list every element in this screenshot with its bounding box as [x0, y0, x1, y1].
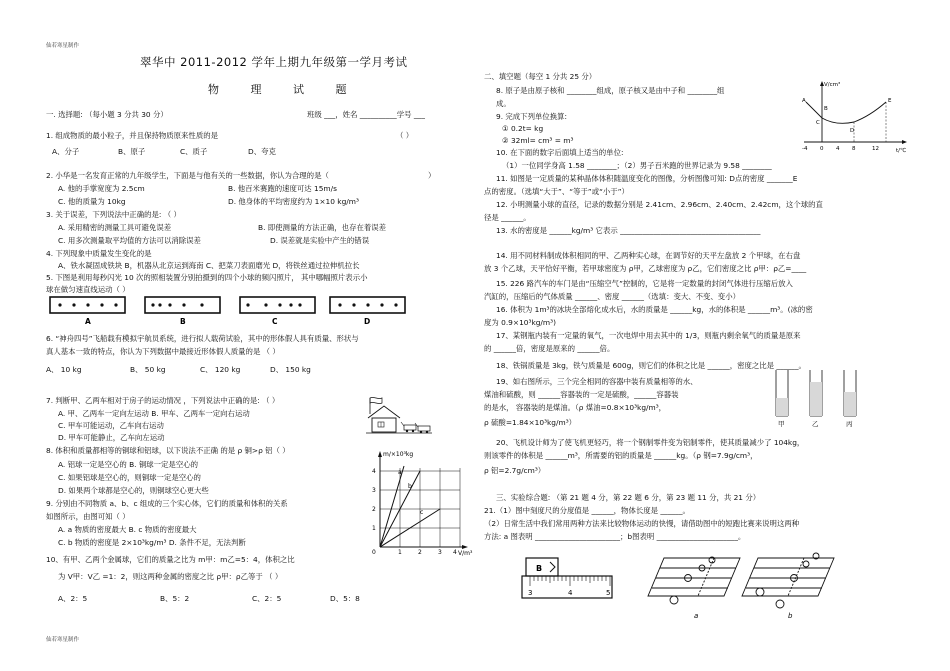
r-q20-text-2: 则该零件的体积是 ______m³，所需要的铝的质量是 ______kg。（ρ 钢=7.9g/cm³，	[484, 451, 758, 460]
r-q12-text: 12. 小明测量小球的直径，记录的数据分别是 2.41cm、2.96cm、2.40cm、2.42cm，这个球的直	[496, 200, 823, 209]
runner-icons	[670, 553, 819, 608]
ruler-tick-4: 4	[568, 589, 573, 597]
q5-text: 5. 下图是利用每秒闪光 10 次的照相装置分别拍摄到的四个小球的频闪照片， 其中哪幅照片表示小	[46, 273, 368, 282]
q10-option-c: C、2：5	[252, 594, 282, 603]
ruler-tick-5: 5	[606, 589, 611, 597]
vt-point-a: A	[802, 98, 806, 104]
q3-option-b: B. 即使测量的方法正确，也存在着误差	[258, 223, 387, 232]
vt-xlabel: t/℃	[896, 148, 907, 154]
vt-tick-neg4: -4	[802, 146, 808, 152]
vt-point-e: E	[888, 98, 892, 104]
r-q19-text: 19、如右图所示，三个完全相同的容器中装有质量相等的水、	[496, 377, 698, 386]
r-q10-text: 10. 在下面的数字后面填上适当的单位:	[496, 148, 624, 157]
series-label-a: a	[398, 469, 402, 476]
q6-text: 6. “神舟四号”飞船载有模拟宇航员系统，进行拟人载荷试验，其中的形体假人具有质量、形状与	[46, 334, 359, 343]
volume-temperature-graph	[800, 80, 910, 156]
arrow-right-icon	[550, 562, 555, 572]
q4-text: 4. 下列现象中质量发生变化的是	[46, 249, 152, 258]
race-label-b: b	[788, 612, 793, 620]
section-3-heading: 三、实验综合题: （第 21 题 4 分，第 22 题 6 分，第 23 题 11 分，共 21 分）	[496, 493, 761, 502]
q9-option-cd: C. b 物质的密度是 2×10³kg/m³ D. 条件不足，无法判断	[58, 538, 246, 547]
mass-volume-graph	[358, 448, 473, 557]
cylinder-label-yi: 乙	[812, 420, 819, 428]
strobe-label-b: B	[180, 317, 186, 326]
q10-option-a: A、2：5	[58, 594, 88, 603]
r-q13-text: 13. 水的密度是 ______kg/m³ 它表示 ______________________________________	[496, 226, 761, 235]
r-q11-text: 11. 如图是一定质量的某种晶体体积随温度变化的图像，分析图像可知: D点的密度 _______E	[496, 174, 798, 183]
race-label-a: a	[694, 612, 699, 620]
q2-option-d: D. 他身体的平均密度约为 1×10 kg/m³	[228, 197, 359, 206]
strobe-photo-d	[330, 297, 405, 313]
r-q9-text: 9. 完成下列单位换算:	[496, 112, 568, 121]
q2-option-a: A. 他的手掌宽度为 2.5cm	[58, 184, 145, 193]
q1-paren: （ ）	[396, 131, 414, 140]
car-jia-icon	[404, 425, 416, 430]
q3-text: 3. 关于误差，下列说法中正确的是: （ ）	[46, 210, 181, 219]
vt-tick-8: 8	[852, 146, 856, 152]
strobe-photos-figure	[50, 297, 410, 325]
series-label-b: b	[408, 483, 412, 490]
y-tick-4: 4	[372, 468, 376, 475]
y-tick-1: 1	[372, 525, 376, 532]
strobe-label-a: A	[85, 317, 91, 326]
race-track-figure	[654, 548, 844, 622]
x-tick-3: 3	[438, 549, 442, 556]
q6-text-2: 真人基本一致的特点，你认为下列数据中最接近形体假人质量的是 （ ）	[46, 347, 280, 356]
vt-ylabel: V/cm³	[824, 82, 841, 88]
r-q20-text: 20、飞机设计师为了使飞机更轻巧，将一个钢制零件变为铝制零件，使其质量减少了 104kg，	[496, 438, 805, 447]
r-q8-text-2: 成。	[496, 99, 511, 108]
strobe-photo-a	[50, 297, 125, 313]
x-tick-4: 4	[453, 549, 457, 556]
cylinder-bing	[844, 370, 856, 416]
ruler-body	[522, 576, 612, 598]
q6-option-c: C、 120 kg	[200, 365, 241, 374]
q8-option-ab: A. 铝球一定是空心的 B. 铜球一定是空心的	[58, 460, 198, 469]
q9-text-2: 如图所示，由图可知（ ）	[46, 512, 130, 521]
r-q16-text-2: 度为 0.9×10³kg/m³)	[484, 318, 556, 327]
strobe-photo-b	[145, 297, 220, 313]
y-tick-3: 3	[372, 487, 376, 494]
r-q21-text-3: 方法: a 图表明 _______________________；b图表明 ______________________。	[484, 532, 746, 541]
q9-text: 9. 分别由不同物质 a、b、c 组成的三个实心体，它们的质量和体积的关系	[46, 499, 288, 508]
race-track-a	[648, 558, 740, 596]
q7-text: 7. 判断甲、乙两车相对于房子的运动情况 ，下列说法中正确的是: （ ）	[46, 396, 280, 405]
r-q15-text: 15. 226 路汽车的车门是由“压缩空气”控制的，它是将一定数量的封闭气体进行压缩后放入	[496, 279, 793, 288]
r-q16-text: 16. 体积为 1m³的冰块全部熔化成水后，水的质量是 ______kg，水的体积是 ______m³。(冰的密	[496, 305, 813, 314]
strobe-label-c: C	[272, 317, 278, 326]
strobe-photo-c	[240, 297, 315, 313]
r-q19-text-3: 的是水， 容器装的是煤油。（ρ 煤油=0.8×10³kg/m³，	[484, 403, 667, 412]
section-1-heading: 一. 选择题: （每小题 3 分共 30 分）	[46, 110, 168, 119]
q2-option-c: C. 他的质量为 10kg	[58, 197, 126, 206]
r-q18-text: 18、铁锅质量是 3kg，铁勺质量是 600g，则它们的体积之比是 ______，密度之比是 ______。	[496, 361, 806, 370]
ruler-tick-3: 3	[528, 589, 533, 597]
r-q21-text: 21.（1）图中刻度尺的分度值是 ______，物体长度是 ______。	[484, 506, 690, 515]
r-q17-text-2: 的 ______倍，密度是原来的 ______倍。	[484, 344, 615, 353]
section-2-heading: 二、填空题（每空 1 分共 25 分）	[484, 72, 597, 81]
vt-tick-0: 0	[820, 146, 824, 152]
q7-option-ab: A. 甲、乙两车一定向左运动 B. 甲车、乙两车一定向右运动	[58, 409, 250, 418]
q10-text: 10、有甲、乙两个金属球，它们的质量之比为 m甲：m乙=5：4，体积之比	[46, 555, 295, 564]
q7-option-d: D. 甲车可能静止，乙车向左运动	[58, 433, 165, 442]
r-q11-text-2: 点的密度。（选填“大于”、“等于”或“小于”）	[484, 187, 629, 196]
q6-option-b: B、 50 kg	[130, 365, 166, 374]
q1-option-d: D、夸克	[248, 147, 276, 156]
q3-option-d: D. 误差就是实验中产生的错误	[270, 236, 370, 245]
vt-point-c: C	[816, 120, 820, 126]
r-q14-text-2: 放 3 个乙球，天平恰好平衡，若甲球密度为 ρ甲，乙球密度为 ρ乙，它们密度之比 ρ甲：ρ乙=____	[484, 264, 807, 273]
q10-option-b: B、5：2	[160, 594, 190, 603]
r-q20-text-3: ρ 铝=2.7g/cm³）	[484, 466, 546, 475]
three-cylinders-figure	[770, 368, 880, 430]
q10-option-d: D、5：8	[330, 594, 360, 603]
vt-point-d: D	[850, 128, 855, 134]
q7-option-c: C. 甲车可能运动，乙车向右运动	[58, 421, 164, 430]
cylinder-jia	[776, 370, 788, 416]
r-q8-text: 8. 原子是由原子核和 ________组成，原子核又是由中子和 ________组	[496, 86, 725, 95]
x-tick-2: 2	[418, 549, 422, 556]
r-q10-text-2: （1）一位同学身高 1.58 ________；（2）男子百米跑的世界记录为 9.58 ________	[502, 161, 772, 170]
graph-xlabel: V/m³	[458, 550, 473, 557]
r-q15-text-2: 汽缸的，压缩后的气体质量 ______、密度 ______（选填：变大、不变、变小）	[484, 292, 740, 301]
series-label-c: c	[420, 509, 424, 516]
ruler-figure	[520, 556, 620, 606]
q8-text: 8. 体积和质量都相等的铜球和铝球，以下说法不正确 的是 ρ 铜>ρ 铝（ ）	[46, 446, 290, 455]
q1-option-b: B、原子	[118, 147, 146, 156]
x-tick-1: 1	[398, 549, 402, 556]
q8-option-c: C. 如果铝球是空心的，则铜球一定是空心的	[58, 473, 201, 482]
vt-tick-4: 4	[836, 146, 840, 152]
ruler-block-label: B	[536, 564, 543, 573]
graph-ylabel: m/×10³kg	[383, 451, 414, 458]
q8-option-d: D. 如果两个球都是空心的，则铜球空心更大些	[58, 486, 209, 495]
q2-text: 2. 小华是一名发育正常的九年级学生，下面是与他有关的一些数据，你认为合理的是（	[46, 171, 329, 180]
cylinder-label-jia: 甲	[778, 420, 785, 428]
cylinder-label-bing: 丙	[846, 420, 853, 428]
q1-option-a: A、分子	[52, 147, 80, 156]
car-yi-icon	[418, 426, 430, 431]
q1-option-c: C、质子	[180, 147, 208, 156]
q6-option-a: A、 10 kg	[46, 365, 82, 374]
watermark-top: 仙若寒星制作	[46, 43, 80, 49]
q2-option-b: B. 他百米赛跑的速度可达 15m/s	[228, 184, 337, 193]
r-q19-text-4: ρ 硫酸=1.84×10³kg/m³）	[484, 418, 577, 427]
r-q9-a: ① 0.2t= kg	[502, 124, 544, 133]
y-tick-2: 2	[372, 506, 376, 513]
q9-option-ab: A. a 物质的密度最大 B. c 物质的密度最大	[58, 525, 197, 534]
r-q19-text-2: 煤油和硫酸，则 ______容器装的一定是硫酸，______容器装	[484, 390, 679, 399]
exam-title: 翠华中 2011-2012 学年上期九年级第一学月考试	[140, 55, 408, 69]
q1-text: 1. 组成物质的最小粒子，并且保持物质原来性质的是	[46, 131, 218, 140]
watermark-bottom: 仙若寒星制作	[46, 637, 80, 643]
class-name-line: 班级 ___，姓名 __________学号 ___	[307, 110, 425, 119]
flag-icon	[370, 397, 382, 403]
x-tick-0: 0	[372, 549, 376, 556]
strobe-label-d: D	[364, 317, 371, 326]
vt-point-b: B	[824, 106, 828, 112]
cylinder-yi	[810, 370, 822, 416]
q6-option-d: D、 150 kg	[270, 365, 311, 374]
q5-text-2: 球在做匀速直线运动（ ）	[46, 285, 130, 294]
vt-tick-12: 12	[872, 146, 879, 152]
house-cars-figure	[364, 392, 434, 436]
r-q12-text-2: 径是 ______。	[484, 213, 531, 222]
q3-option-a: A. 采用精密的测量工具可避免误差	[58, 223, 172, 232]
q3-option-c: C. 用多次测量取平均值的方法可以消除误差	[58, 236, 201, 245]
line-a	[380, 466, 404, 547]
q4-options: A、铁水凝固成铁块 B，机器从北京运到海南 C、把菜刀表面磨光 D，将铁丝通过拉伸机拉长	[58, 261, 360, 270]
r-q9-b: ② 32ml= cm³ = m³	[502, 136, 574, 145]
r-q21-text-2: （2）日常生活中我们常用两种方法来比较物体运动的快慢，请借助图中的短跑比赛来说明这两种	[484, 519, 800, 528]
r-q17-text: 17、某钢瓶内装有一定量的氧气，一次电焊中用去其中的 1/3，则瓶内剩余氧气的质量是原来	[496, 331, 801, 340]
house-roof	[368, 406, 400, 418]
q10-text-2: 为 V甲：V乙 =1：2，则这两种金属的密度之比 ρ甲：ρ乙等于 （ ）	[58, 572, 283, 581]
q2-paren: ）	[428, 171, 436, 180]
exam-subject: 物 理 试 题	[208, 83, 361, 96]
r-q14-text: 14. 用不同材料制成体积相同的甲、乙两种实心球，在调节好的天平左盘放 2 个甲球，在右盘	[496, 251, 801, 260]
race-track-b	[742, 558, 834, 596]
